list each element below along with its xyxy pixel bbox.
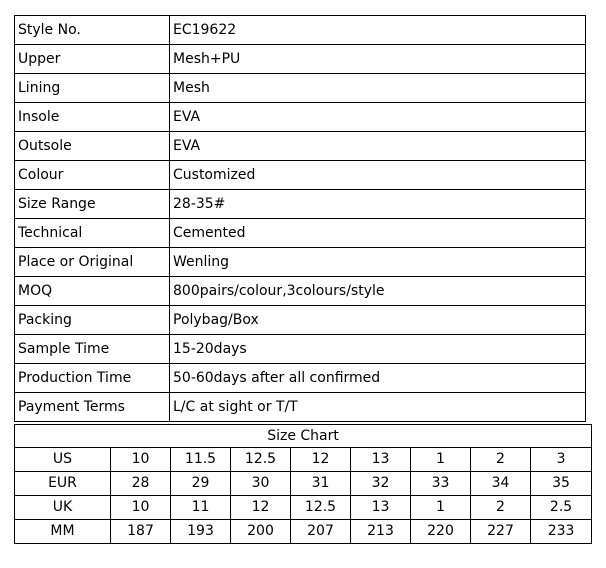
size-chart-title: Size Chart	[15, 425, 592, 448]
size-row-eur	[15, 472, 592, 496]
spec-row-place	[15, 248, 586, 277]
spec-value: Mesh	[170, 74, 586, 103]
size-row-uk	[15, 496, 592, 520]
spec-value: Polybag/Box	[170, 306, 586, 335]
size-cell: 12	[231, 496, 291, 520]
spec-table	[14, 15, 586, 422]
size-cell: 13	[351, 448, 411, 472]
spec-label: Size Range	[15, 190, 170, 219]
size-cell: 193	[171, 520, 231, 544]
size-cell: 28	[111, 472, 171, 496]
spec-label: Upper	[15, 45, 170, 74]
size-row-us	[15, 448, 592, 472]
size-chart-table	[14, 424, 592, 544]
spec-row-outsole	[15, 132, 586, 161]
spec-row-technical	[15, 219, 586, 248]
size-cell: 31	[291, 472, 351, 496]
size-cell: 10	[111, 496, 171, 520]
size-cell: 233	[531, 520, 592, 544]
spec-value: EC19622	[170, 16, 586, 45]
size-cell: 227	[471, 520, 531, 544]
size-cell: 11	[171, 496, 231, 520]
spec-value: Customized	[170, 161, 586, 190]
size-cell: 2	[471, 448, 531, 472]
spec-label: Payment Terms	[15, 393, 170, 422]
spec-row-moq	[15, 277, 586, 306]
spec-value: 50-60days after all confirmed	[170, 364, 586, 393]
spec-row-sample-time	[15, 335, 586, 364]
size-cell: 11.5	[171, 448, 231, 472]
spec-rows	[15, 16, 586, 422]
size-cell: 187	[111, 520, 171, 544]
spec-row-colour	[15, 161, 586, 190]
size-chart-title-row	[15, 425, 592, 448]
size-cell: 3	[531, 448, 592, 472]
size-cell: 207	[291, 520, 351, 544]
size-chart-rows	[15, 425, 592, 544]
size-cell: 12.5	[231, 448, 291, 472]
size-cell: 213	[351, 520, 411, 544]
size-row-label: US	[15, 448, 111, 472]
size-cell: 32	[351, 472, 411, 496]
spec-row-packing	[15, 306, 586, 335]
spec-row-style-no	[15, 16, 586, 45]
spec-label: Sample Time	[15, 335, 170, 364]
spec-row-payment-terms	[15, 393, 586, 422]
size-cell: 2.5	[531, 496, 592, 520]
spec-value: Cemented	[170, 219, 586, 248]
size-cell: 1	[411, 448, 471, 472]
spec-label: MOQ	[15, 277, 170, 306]
size-row-mm	[15, 520, 592, 544]
spec-value: 28-35#	[170, 190, 586, 219]
spec-label: Colour	[15, 161, 170, 190]
size-cell: 33	[411, 472, 471, 496]
size-cell: 220	[411, 520, 471, 544]
size-cell: 2	[471, 496, 531, 520]
spec-label: Insole	[15, 103, 170, 132]
size-row-label: EUR	[15, 472, 111, 496]
spec-row-production-time	[15, 364, 586, 393]
size-cell: 12	[291, 448, 351, 472]
spec-label: Lining	[15, 74, 170, 103]
spec-row-lining	[15, 74, 586, 103]
spec-value: Mesh+PU	[170, 45, 586, 74]
size-cell: 29	[171, 472, 231, 496]
spec-row-size-range	[15, 190, 586, 219]
spec-label: Place or Original	[15, 248, 170, 277]
spec-value: L/C at sight or T/T	[170, 393, 586, 422]
spec-label: Production Time	[15, 364, 170, 393]
size-cell: 34	[471, 472, 531, 496]
size-cell: 10	[111, 448, 171, 472]
spec-label: Outsole	[15, 132, 170, 161]
spec-value: EVA	[170, 132, 586, 161]
spec-label: Style No.	[15, 16, 170, 45]
size-row-label: UK	[15, 496, 111, 520]
size-cell: 30	[231, 472, 291, 496]
size-row-label: MM	[15, 520, 111, 544]
size-cell: 200	[231, 520, 291, 544]
spec-value: EVA	[170, 103, 586, 132]
spec-row-insole	[15, 103, 586, 132]
spec-label: Technical	[15, 219, 170, 248]
size-cell: 12.5	[291, 496, 351, 520]
spec-row-upper	[15, 45, 586, 74]
size-cell: 35	[531, 472, 592, 496]
spec-value: 800pairs/colour,3colours/style	[170, 277, 586, 306]
spec-value: 15-20days	[170, 335, 586, 364]
spec-value: Wenling	[170, 248, 586, 277]
spec-label: Packing	[15, 306, 170, 335]
size-cell: 1	[411, 496, 471, 520]
size-cell: 13	[351, 496, 411, 520]
